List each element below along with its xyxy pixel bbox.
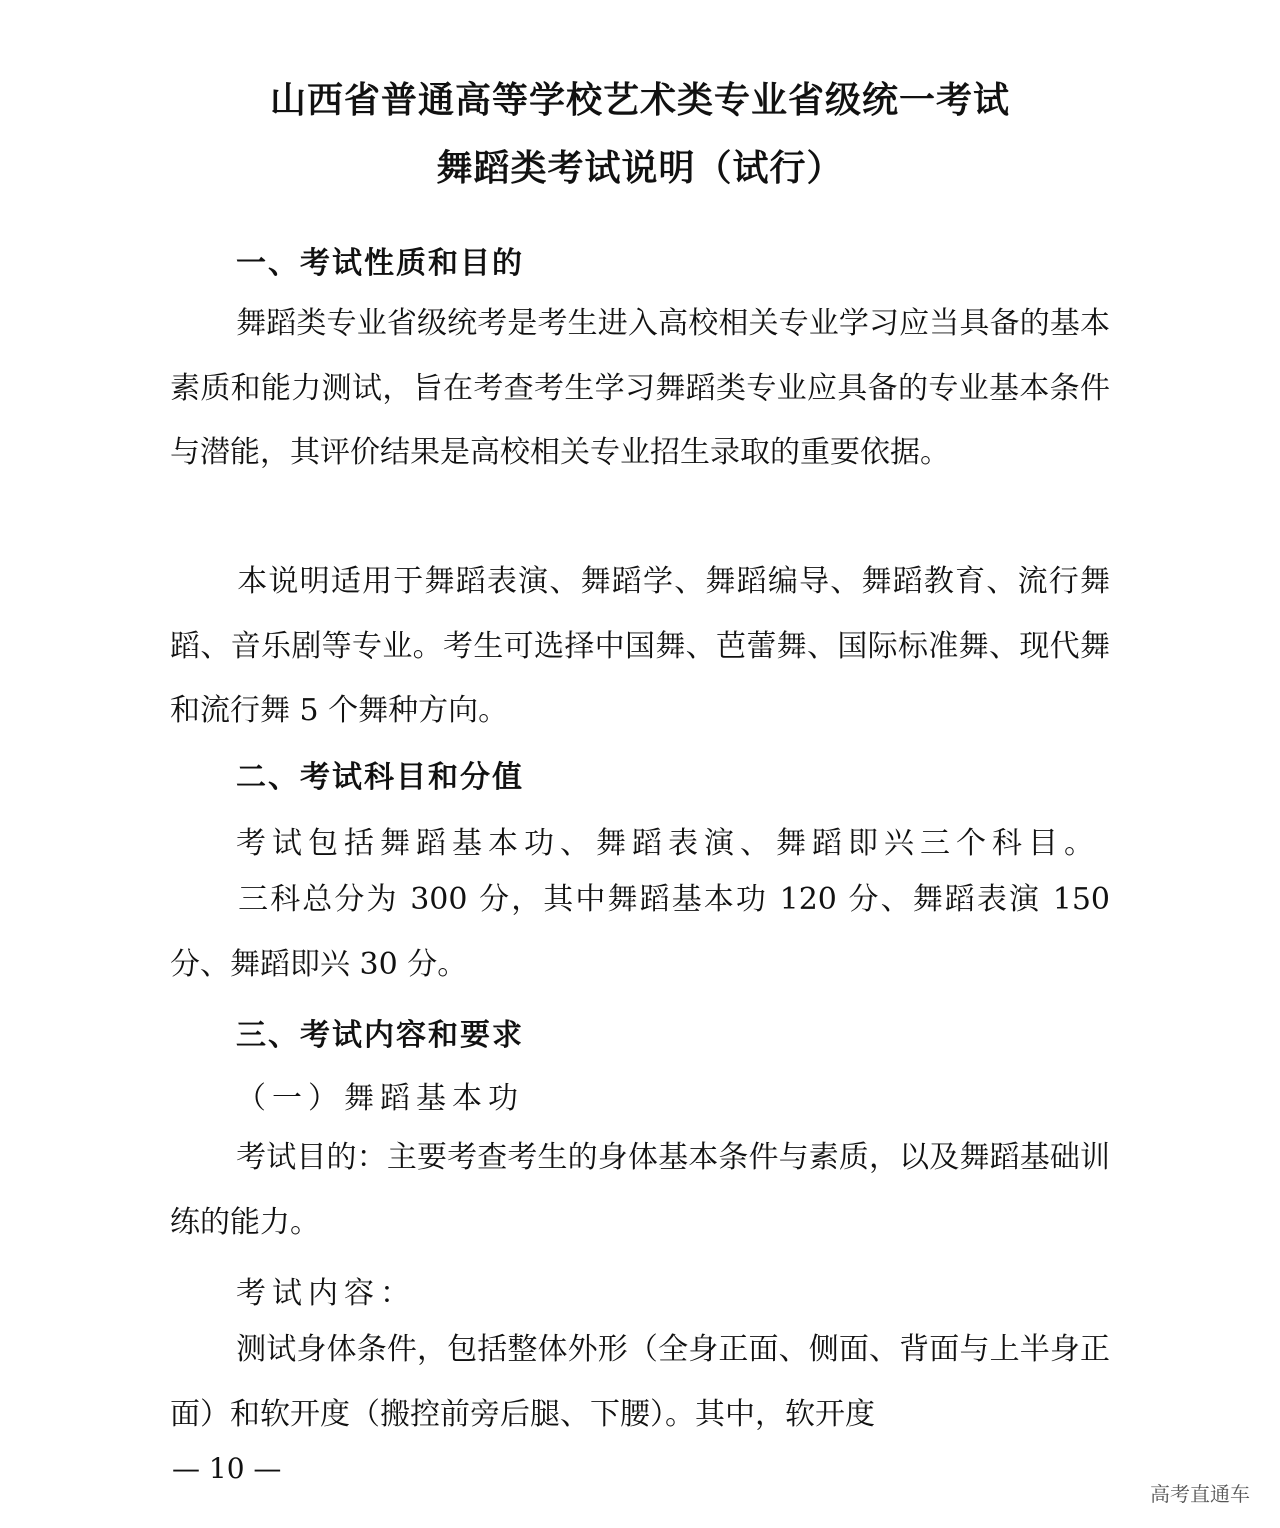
section2-paragraph1: 考试包括舞蹈基本功、舞蹈表演、舞蹈即兴三个科目。 [236,826,1100,861]
section1-paragraph2 [170,550,1110,744]
content-paragraph [170,1318,1110,1447]
subsection1-heading: （一）舞蹈基本功 [236,1081,524,1116]
section1-heading: 一、考试性质和目的 [236,246,524,281]
section2-paragraph2 [170,868,1110,997]
section1-paragraph1-text: 舞蹈类专业省级统考是考生进入高校相关专业学习应当具备的基本素质和能力测试，旨在考查考生学习舞蹈类专业应具备的专业基本条件与潜能，其评价结果是高校相关专业招生录取的重要依据。 [170,306,1110,470]
document-title-line2: 舞蹈类考试说明（试行） [436,147,844,189]
content-label: 考试内容： [236,1276,416,1311]
purpose-paragraph-text: 考试目的：主要考查考生的身体基本条件与素质，以及舞蹈基础训练的能力。 [170,1140,1110,1240]
document-title-line1: 山西省普通高等学校艺术类专业省级统一考试 [269,79,1010,121]
page-number: — 10 — [172,1452,282,1485]
section1-paragraph1 [170,292,1110,486]
section2-paragraph2-text: 三科总分为 300 分，其中舞蹈基本功 120 分、舞蹈表演 150 分、舞蹈即兴 30 分。 [170,882,1110,982]
content-paragraph-text: 测试身体条件，包括整体外形（全身正面、侧面、背面与上半身正面）和软开度（搬控前旁后腿、下腰）。其中，软开度 [170,1332,1110,1432]
purpose-paragraph [170,1126,1110,1255]
section1-paragraph2-text: 本说明适用于舞蹈表演、舞蹈学、舞蹈编导、舞蹈教育、流行舞蹈、音乐剧等专业。考生可选择中国舞、芭蕾舞、国际标准舞、现代舞和流行舞 5 个舞种方向。 [170,564,1110,728]
section3-heading: 三、考试内容和要求 [236,1018,524,1053]
section2-heading: 二、考试科目和分值 [236,760,524,795]
watermark-text: 高考直通车 [1150,1482,1250,1506]
